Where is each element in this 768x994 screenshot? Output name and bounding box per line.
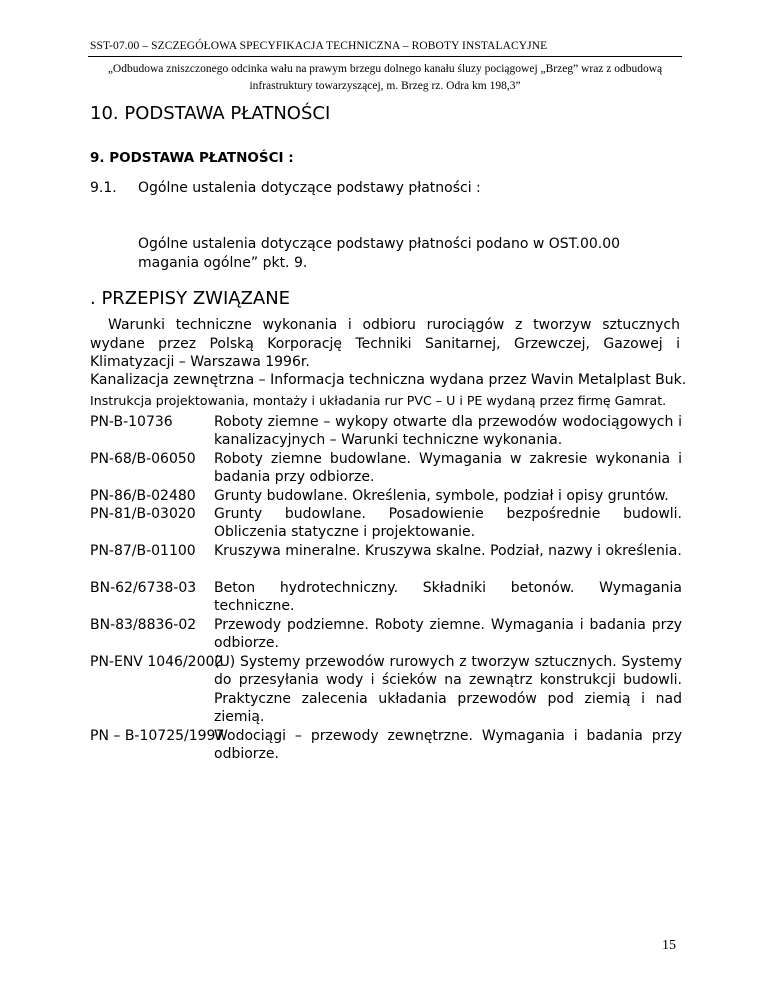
przepisy-heading: . PRZEPISY ZWIĄZANE (90, 288, 291, 309)
standard-description: Grunty budowlane. Określenia, symbole, podział i opisy gruntów. (214, 488, 669, 504)
section-heading: 10. PODSTAWA PŁATNOŚCI (90, 103, 331, 124)
header-subtitle-line-2: infrastruktury towarzyszącej, m. Brzeg rz. Odra km 198,3” (249, 80, 521, 92)
standard-description: Kruszywa mineralne. Kruszywa skalne. Podział, nazwy i określenia. (214, 543, 682, 559)
standard-description: Roboty ziemne – wykopy otwarte dla przewodów wodociągowych i kanalizacyjnych – Warunki techniczne wykonania. (214, 414, 682, 449)
header-subtitle (88, 61, 682, 95)
standard-code: BN-62/6738-03 (90, 580, 197, 596)
przepisy-intro: Warunki techniczne wykonania i odbioru rurociągów z tworzyw sztucznych wydane przez Polską Korporację Techniki Sanitarnej, Grzewczej, Gazowej i Klimatyzacji – Warszawa 1996r. (90, 317, 680, 370)
standard-description: Wodociągi – przewody zewnętrzne. Wymagania i badania przy odbiorze. (214, 728, 682, 763)
subsection-heading: 9. PODSTAWA PŁATNOŚCI : (90, 150, 294, 166)
standard-code: PN-86/B-02480 (90, 488, 196, 504)
standard-item (90, 727, 682, 764)
standard-item (90, 616, 682, 653)
page-number: 15 (662, 938, 676, 953)
standard-code: BN-83/8836-02 (90, 617, 197, 633)
standard-code: PN-ENV 1046/2002 (90, 654, 224, 670)
standard-item (90, 413, 682, 450)
header-subtitle-line-1: „Odbudowa zniszczonego odcinka wału na prawym brzegu dolnego kanału śluzy pociągowej „Brzeg” wraz z odbudową (107, 63, 663, 75)
przepisy-line-3: Instrukcja projektowania, montaży i układania rur PVC – U i PE wydaną przez firmę Gamrat. (90, 393, 667, 408)
standard-item (90, 542, 682, 560)
standard-code: PN-B-10736 (90, 414, 173, 430)
standard-item (90, 505, 682, 542)
item-body: Ogólne ustalenia dotyczące podstawy płatności podano w OST.00.00 magania ogólne” pkt. 9. (138, 236, 621, 271)
header-title: SST-07.00 – SZCZEGÓŁOWA SPECYFIKACJA TECHNICZNA – ROBOTY INSTALACYJNE (90, 40, 548, 52)
standard-code: PN-81/B-03020 (90, 506, 196, 522)
standard-item (90, 653, 682, 726)
standard-description: Przewody podziemne. Roboty ziemne. Wymagania i badania przy odbiorze. (214, 617, 682, 652)
standard-code: PN-68/B-06050 (90, 451, 196, 467)
item-title: Ogólne ustalenia dotyczące podstawy płatności : (138, 180, 481, 196)
standard-code: PN-87/B-01100 (90, 543, 196, 559)
standard-description: Roboty ziemne budowlane. Wymagania w zakresie wykonania i badania przy odbiorze. (214, 451, 682, 486)
standard-description: (U) Systemy przewodów rurowych z tworzyw sztucznych. Systemy do przesyłania wody i ścieków na zewnątrz konstrukcji budowli. Praktyczne zalecenia układania przewodów pod ziemią i nad ziemią. (214, 654, 682, 725)
header-divider (88, 56, 682, 57)
item-number: 9.1. (90, 180, 117, 196)
standard-code: PN – B-10725/1997 (90, 728, 225, 744)
standard-item (90, 579, 682, 616)
standard-description: Beton hydrotechniczny. Składniki betonów. Wymagania techniczne. (214, 580, 682, 615)
standard-item (90, 450, 682, 487)
standard-item (90, 487, 682, 505)
standard-description: Grunty budowlane. Posadowienie bezpośrednie budowli. Obliczenia statyczne i projektowanie. (214, 506, 682, 541)
przepisy-line-2: Kanalizacja zewnętrzna – Informacja techniczna wydana przez Wavin Metalplast Buk. (90, 372, 687, 388)
